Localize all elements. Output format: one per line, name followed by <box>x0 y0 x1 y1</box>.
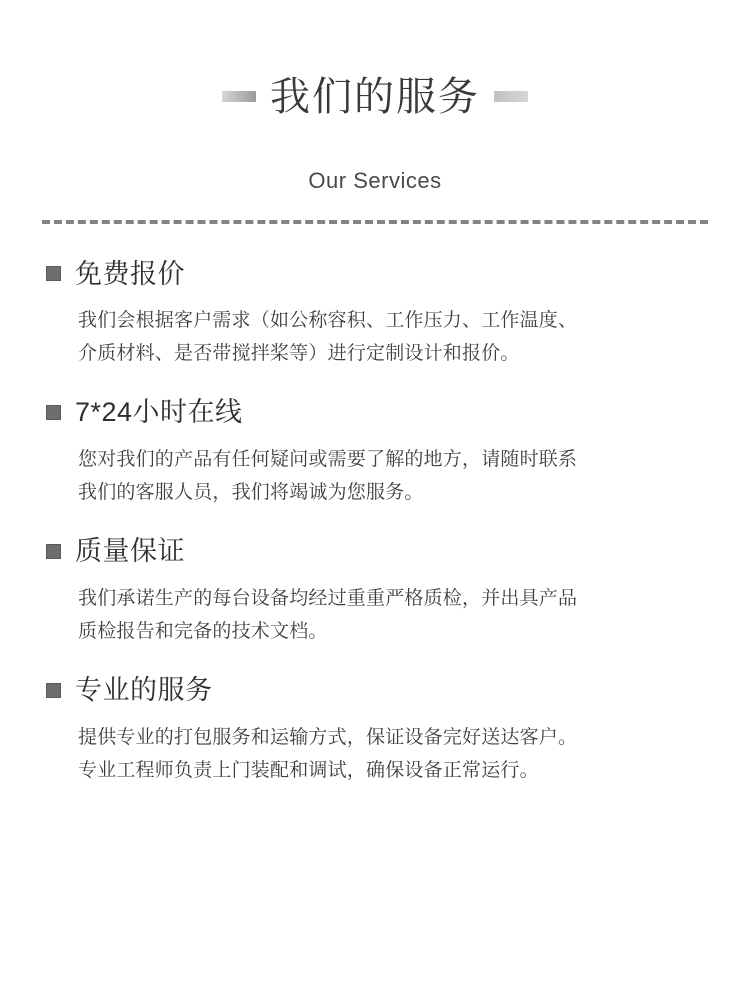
service-description-line: 质检报告和完备的技术文档。 <box>78 621 328 643</box>
service-description-line: 我们承诺生产的每台设备均经过重重严格质检，并出具产品 <box>78 587 578 609</box>
service-heading <box>46 674 704 706</box>
dashed-divider <box>42 220 708 224</box>
page-header <box>0 0 750 194</box>
decorative-bar-right-icon <box>494 91 528 102</box>
square-bullet-icon <box>46 405 61 420</box>
service-description <box>78 443 704 510</box>
service-description-line: 您对我们的产品有任何疑问或需要了解的地方，请随时联系 <box>78 448 578 470</box>
service-heading <box>46 258 704 290</box>
service-title: 专业的服务 <box>75 675 213 706</box>
square-bullet-icon <box>46 266 61 281</box>
service-description-line: 我们会根据客户需求（如公称容积、工作压力、工作温度、 <box>78 309 578 331</box>
service-title: 7*24小时在线 <box>75 397 243 428</box>
decorative-bar-left-icon <box>222 91 256 102</box>
service-description <box>78 721 704 788</box>
service-description <box>78 304 704 371</box>
service-description-line: 介质材料、是否带搅拌桨等）进行定制设计和报价。 <box>78 343 520 365</box>
list-item <box>46 396 704 509</box>
list-item <box>46 535 704 648</box>
page-subtitle: Our Services <box>308 167 442 193</box>
service-description-line: 专业工程师负责上门装配和调试，确保设备正常运行。 <box>78 759 539 781</box>
service-description <box>78 582 704 649</box>
service-description-line: 我们的客服人员，我们将竭诚为您服务。 <box>78 482 424 504</box>
square-bullet-icon <box>46 683 61 698</box>
service-heading <box>46 535 704 567</box>
services-list <box>0 258 750 788</box>
list-item <box>46 258 704 371</box>
page-title: 我们的服务 <box>270 74 480 119</box>
service-description-line: 提供专业的打包服务和运输方式，保证设备完好送达客户。 <box>78 726 578 748</box>
square-bullet-icon <box>46 544 61 559</box>
service-title: 免费报价 <box>75 258 185 289</box>
service-heading <box>46 396 704 428</box>
service-title: 质量保证 <box>75 536 185 567</box>
title-row <box>0 48 750 146</box>
list-item <box>46 674 704 787</box>
